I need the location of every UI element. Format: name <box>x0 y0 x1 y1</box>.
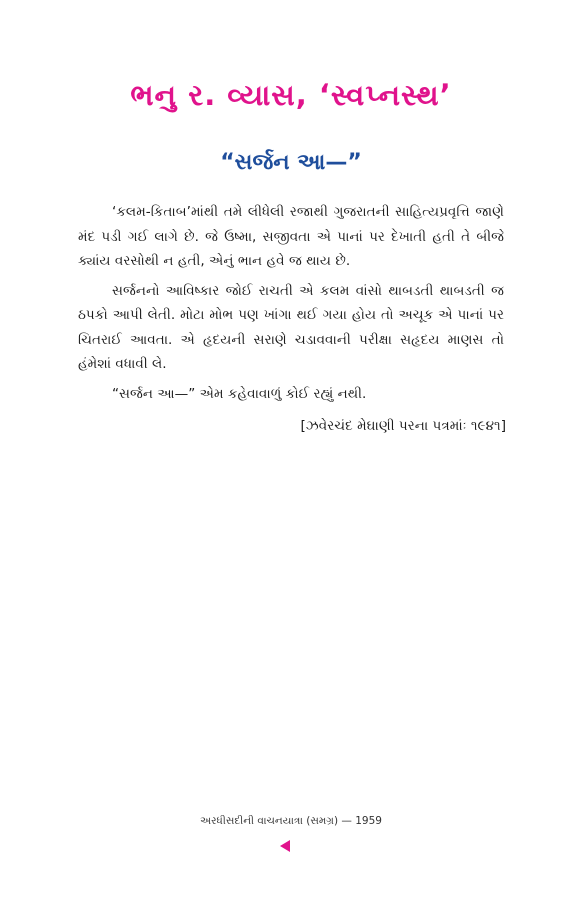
page-footer: અરધીસદીની વાચનયાત્રા (સમગ્ર) — 1959 <box>200 815 382 827</box>
paragraph-1: ‘કલમ-કિતાબ’માંથી તમે લીધેલી રજાથી ગુજરાતની સાહિત્યપ્રવૃત્તિ જાણે મંદ પડી ગઈ લાગે છે. જે ઉષ્મા, સજીવતા એ પાનાં પર દેખાતી હતી તે બીજે ક્યાંય વરસોથી ન હતી, એનું ભાન હવે જ થાય છે. <box>78 204 504 269</box>
author-heading: ભનુ ર. વ્યાસ, ‘સ્વપ્નસ્થ’ <box>130 78 452 112</box>
piece-title: “સર્જન આ—” <box>220 150 362 175</box>
paragraph-3: “સર્જન આ—” એમ કહેવાવાળું કોઈ રહ્યું નથી. <box>112 385 367 402</box>
paragraph-2: સર્જનનો આવિષ્કાર જોઈ રાચતી એ કલમ વાંસો થાબડતી થાબડતી જ ઠપકો આપી લેતી. મોટા મોભ પણ ખાંગા થઈ ગયા હોય તો અચૂક એ પાનાં પર ચિતરાઈ આવતા. એ હૃદયની સરાણે ચડાવવાની પરીક્ષા સહૃદય માણસ તો હંમેશાં વધાવી લે. <box>78 282 505 372</box>
body-text <box>78 200 504 406</box>
previous-page-arrow-icon[interactable] <box>280 840 290 852</box>
source-citation: [ઝવેરચંદ મેઘાણી પરના પત્રમાંઃ ૧૯૪૧] <box>300 418 506 434</box>
